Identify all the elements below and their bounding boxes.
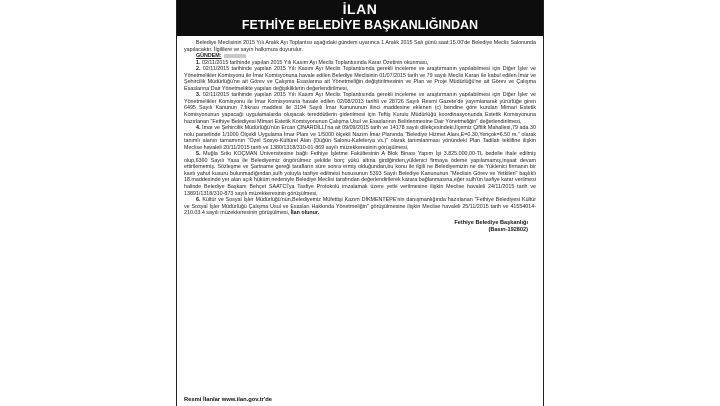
footer-note: Resmi İlanlar www.ilan.gov.tr'de <box>184 397 273 403</box>
signature-org: Fethiye Belediye Başkanlığı <box>454 219 528 226</box>
agenda-item-number: 3. <box>196 92 201 99</box>
agenda-item-text: 02/11/2015 tarihinde yapılan 2015 Yılı Kasım Ayı Meclis Toplantısında Karar Özetinin okunması, <box>201 59 429 66</box>
signature-block <box>184 220 536 234</box>
signature-press-code: (Basın-192802) <box>488 226 528 233</box>
notice-title: İLAN <box>342 1 378 17</box>
agenda-item <box>184 66 536 92</box>
agenda-item-number: 1. <box>196 59 201 66</box>
agenda-item-text: İmar ve Şehircilik Müdürlüğü'nün Ercan ÇINARDİLLİ'na ait 09/09/2015 tarih ve 14178 sayılı dilekçesindeki,İlçemiz Çiftlik Mahallesi,79 ada 30 nolu parselinde 1/1000 Ölçekli Uygulama İmar Planı ve 1/5000 ölçekli Nazım İmar Planında "Belediye Hizmet Alanı,E=0.30,Yençok=6.50 m." olarak tanımlı alanın tamamının "Özel Sosyo-Kültürel Alan (Düğün Salonu-Kafeterya vs.)" olarak tanımlanması yönündeki Plan Tadilatı teklifine ilişkin Meclise havaleli 20/11/2015 tarih ve 1380/1318/310-01-869 sayılı müzekkeresinin görüşülmesi, <box>184 125 536 151</box>
agenda-item <box>184 197 536 217</box>
agenda-item-number: 4. <box>196 125 201 132</box>
agenda-item-number: 6. <box>196 197 201 204</box>
intro-paragraph: Belediye Meclisinin 2015 Yılı Aralık Ayı Toplantısı aşağıdaki gündem uyarınca 1 Aralık 2015 Salı günü saat:15.00'de Belediye Meclis Salonunda yapılacaktır. İlgililere ve sayın halkımıza duyurulur. <box>184 40 536 53</box>
agenda-heading: GÜNDEM: <box>196 53 222 60</box>
agenda-item-text: Muğla Sıtkı KOÇMAN Üniversitesine bağlı Fethiye İşletme Fakültesinin A Blok Binası Yapım İşi 3.825.000,00-TL bedelle ihale edilmiş olup,6360 Sayılı Yasa ile Belediyemiz öngörülmez şekilde borç yükü altına girdiğinden,yüklenici firmaya ödeme yapılamamış,inşaat devam ettirilememiş. Sözleşme ve Şartname gereği tarafların süre sonra ermiş olduğundan,bu konu ile ilgili ne Belediyemizin ne de Yüklenici firmanın bir kastı yahut kusuru bulunmadığından,sulh yoluyla tasfiye edilmesi hususunun 5393 Sayılı Belediye Kanununun "Meclisin Görev ve Yetkileri" başlıklı 18.maddesinde yer alan açık hüküm nedeniyle Belediye Meclisi tarafından değerlendirilerek karara bağlanmasına,eğer sulh'ün tasfiye karar verilmesi halinde Belediye Başkanı Behçet SAATCİ'ya Tasfiye Protokolü imzalamak üzere yetki verilmesine ilişkin Meclise havaleli 24/11/2015 tarih ve 13891/1318/310-873 sayılı müzekkeresinin görüşülmesi, <box>184 151 536 197</box>
notice-body <box>177 36 543 234</box>
agenda-item-number: 2. <box>196 66 201 73</box>
closing-note: İlan olunur. <box>290 210 320 217</box>
agenda-item-text: 02/11/2015 tarihinde yapılan 2015 Yılı Kasım Ayı Meclis Toplantısında gerekli inceleme ve araştırmanın yapılabilmesi için Diğer İşler ve Yönetmelikler Komisyonu ile İmar Komisyonuna havale edilen Belediye Meclisinin 01/07/2015 tarih ve 79 sayılı Meclis Kararı ile kabul edilen İmar ve Şehircilik Müdürlüğü'ne ait Görev ve Çalışma Esaslarına ait Yönetmeliğin değiştirilmesinin ve Plan ve Proje Müdürlüğü'ne ait Görev ve Çalışma Esaslarına Dair Yönetmelikte yapılan değişikliklerin değerlendirilmesi, <box>184 66 536 92</box>
agenda-item-text: Kültür ve Sosyal İşler Müdürlüğü'nün,Belediyemiz Müfettişi Kazım DİKMENTEPE'nin danışmanlığında hazırlanan "Fethiye Belediyesi Kültür ve Sosyal İşler Müdürlüğü Çalışma Usul ve Esasları Hakkında Yönetmeliğin" görüşülmesine ilişkin Meclise havaleli 25/11/2015 tarih ve 41554014-210.03.4 sayılı müzekkeresinin görüşülmesi, <box>184 197 536 217</box>
notice-subtitle: FETHİYE BELEDİYE BAŞKANLIĞINDAN <box>241 18 479 32</box>
agenda-item <box>184 151 536 197</box>
agenda-item-text: 02/11/2015 tarihinde yapılan 2015 Yılı Kasım Ayı Meclis Toplantısında gerekli inceleme ve araştırmanın yapılabilmesi için Diğer İşler ve Yönetmelikler Komisyonu ile İmar Komisyonuna havale edilen 02/08/2013 tarihli ve 28726 Sayılı Resmi Gazete'de yayımlanarak yürürlüğe giren 6495 Sayılı Kanunun 7.fıkrası maddesi ile 3194 Sayılı İmar Kanununun ilinci maddesine eklenen (c) bendine göre kurulan Mimari Estetik Komisyonunun yapacağı uygulamalarda oluşacak tereddütlerin giderilmesi için Teftiş Kurulu Müdürlüğü koordinasyonunda Estetik Komisyonuna hazırlanan "Fethiye Belediyesi Mimari Estetik Komisyonunun Çalışma Usul ve Esaslarının Belirlenmesine Dair Yönetmeliğin" değerlendirilmesi, <box>184 92 536 125</box>
agenda-item <box>184 92 536 125</box>
redacted-mark <box>224 54 246 58</box>
agenda-item-number: 5. <box>196 151 201 158</box>
agenda-item <box>184 125 536 151</box>
official-notice <box>176 0 544 406</box>
notice-header <box>177 0 543 36</box>
